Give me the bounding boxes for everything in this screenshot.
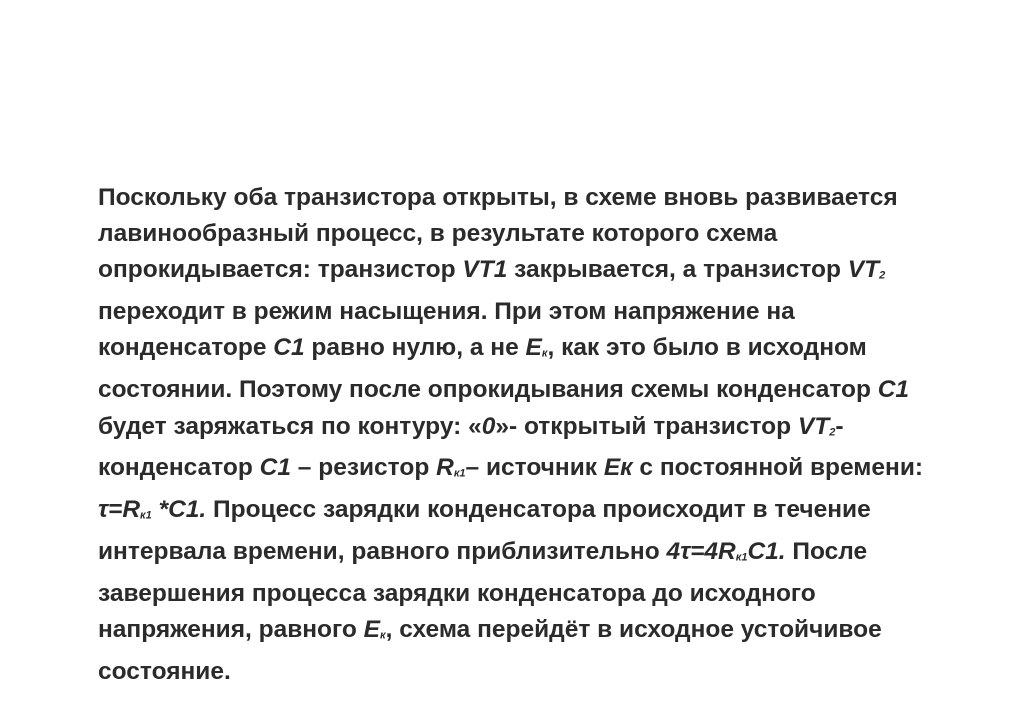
subscript-text: 2 <box>879 270 886 283</box>
text-line <box>98 252 948 294</box>
italic-symbol: E <box>363 616 381 644</box>
italic-symbol: VT <box>847 256 880 284</box>
text-line <box>98 180 948 216</box>
italic-symbol: C1. <box>747 538 786 566</box>
italic-symbol: τ=R <box>98 496 141 524</box>
text-segment: – источник <box>465 454 604 482</box>
text-segment: напряжения, равного <box>98 616 364 644</box>
text-segment: После <box>785 538 868 566</box>
italic-symbol: VT1 <box>462 256 508 284</box>
italic-symbol: *C1. <box>151 496 207 524</box>
text-segment: конденсаторе <box>98 334 274 362</box>
text-segment: Процесс зарядки конденсатора происходит в течение <box>206 496 871 524</box>
italic-symbol: C1 <box>877 376 910 404</box>
text-line <box>98 654 948 690</box>
text-segment: будет заряжаться по контуру: « <box>98 412 482 440</box>
italic-symbol: Eк <box>603 454 633 482</box>
italic-symbol: C1 <box>259 454 291 482</box>
text-segment: переходит в режим насыщения. При этом напряжение на <box>98 298 795 326</box>
subscript-text: к <box>541 348 548 361</box>
subscript-text: к1 <box>453 467 466 480</box>
text-segment: лавинообразный процесс, в результате которого схема <box>98 220 778 248</box>
italic-symbol: 4τ=4R <box>666 538 736 566</box>
italic-symbol: R <box>436 454 454 482</box>
text-line <box>98 576 948 612</box>
text-segment: , как это было в исходном <box>547 334 867 362</box>
text-segment: »- открытый транзистор <box>495 412 798 440</box>
italic-symbol: E <box>525 334 542 362</box>
text-segment: опрокидывается: транзистор <box>98 256 463 284</box>
text-segment: – резистор <box>290 454 437 482</box>
text-segment: закрывается, а транзистор <box>507 256 848 284</box>
text-segment: завершения процесса зарядки конденсатора до исходного <box>98 579 816 607</box>
subscript-text: 2 <box>829 426 836 439</box>
text-segment: , схема перейдёт в исходное устойчивое <box>385 616 882 644</box>
text-segment: состояние. <box>98 657 231 685</box>
text-segment: состоянии. Поэтому после опрокидывания схемы конденсатор <box>98 376 878 404</box>
text-segment: конденсатор <box>98 454 260 482</box>
text-line <box>98 492 948 534</box>
text-line <box>98 612 948 654</box>
subscript-text: к1 <box>140 509 152 522</box>
text-line <box>98 450 948 492</box>
text-segment: Поскольку оба транзистора открыты, в схеме вновь развивается <box>98 184 898 211</box>
text-segment: - <box>835 412 844 440</box>
text-segment: интервала времени, равного приблизительно <box>98 538 667 566</box>
text-line <box>98 294 948 330</box>
text-line <box>98 330 948 372</box>
italic-symbol: 0 <box>481 412 496 440</box>
text-segment: равно нулю, а не <box>304 334 526 362</box>
italic-symbol: VT <box>797 412 830 440</box>
italic-symbol: C1 <box>273 334 305 362</box>
subscript-text: к <box>380 629 386 642</box>
body-paragraph <box>98 180 948 690</box>
text-line <box>98 409 948 451</box>
text-segment: с постоянной времени: <box>632 454 924 482</box>
subscript-text: к1 <box>735 551 748 564</box>
text-line <box>98 372 948 408</box>
text-line <box>98 534 948 576</box>
text-line <box>98 216 948 252</box>
